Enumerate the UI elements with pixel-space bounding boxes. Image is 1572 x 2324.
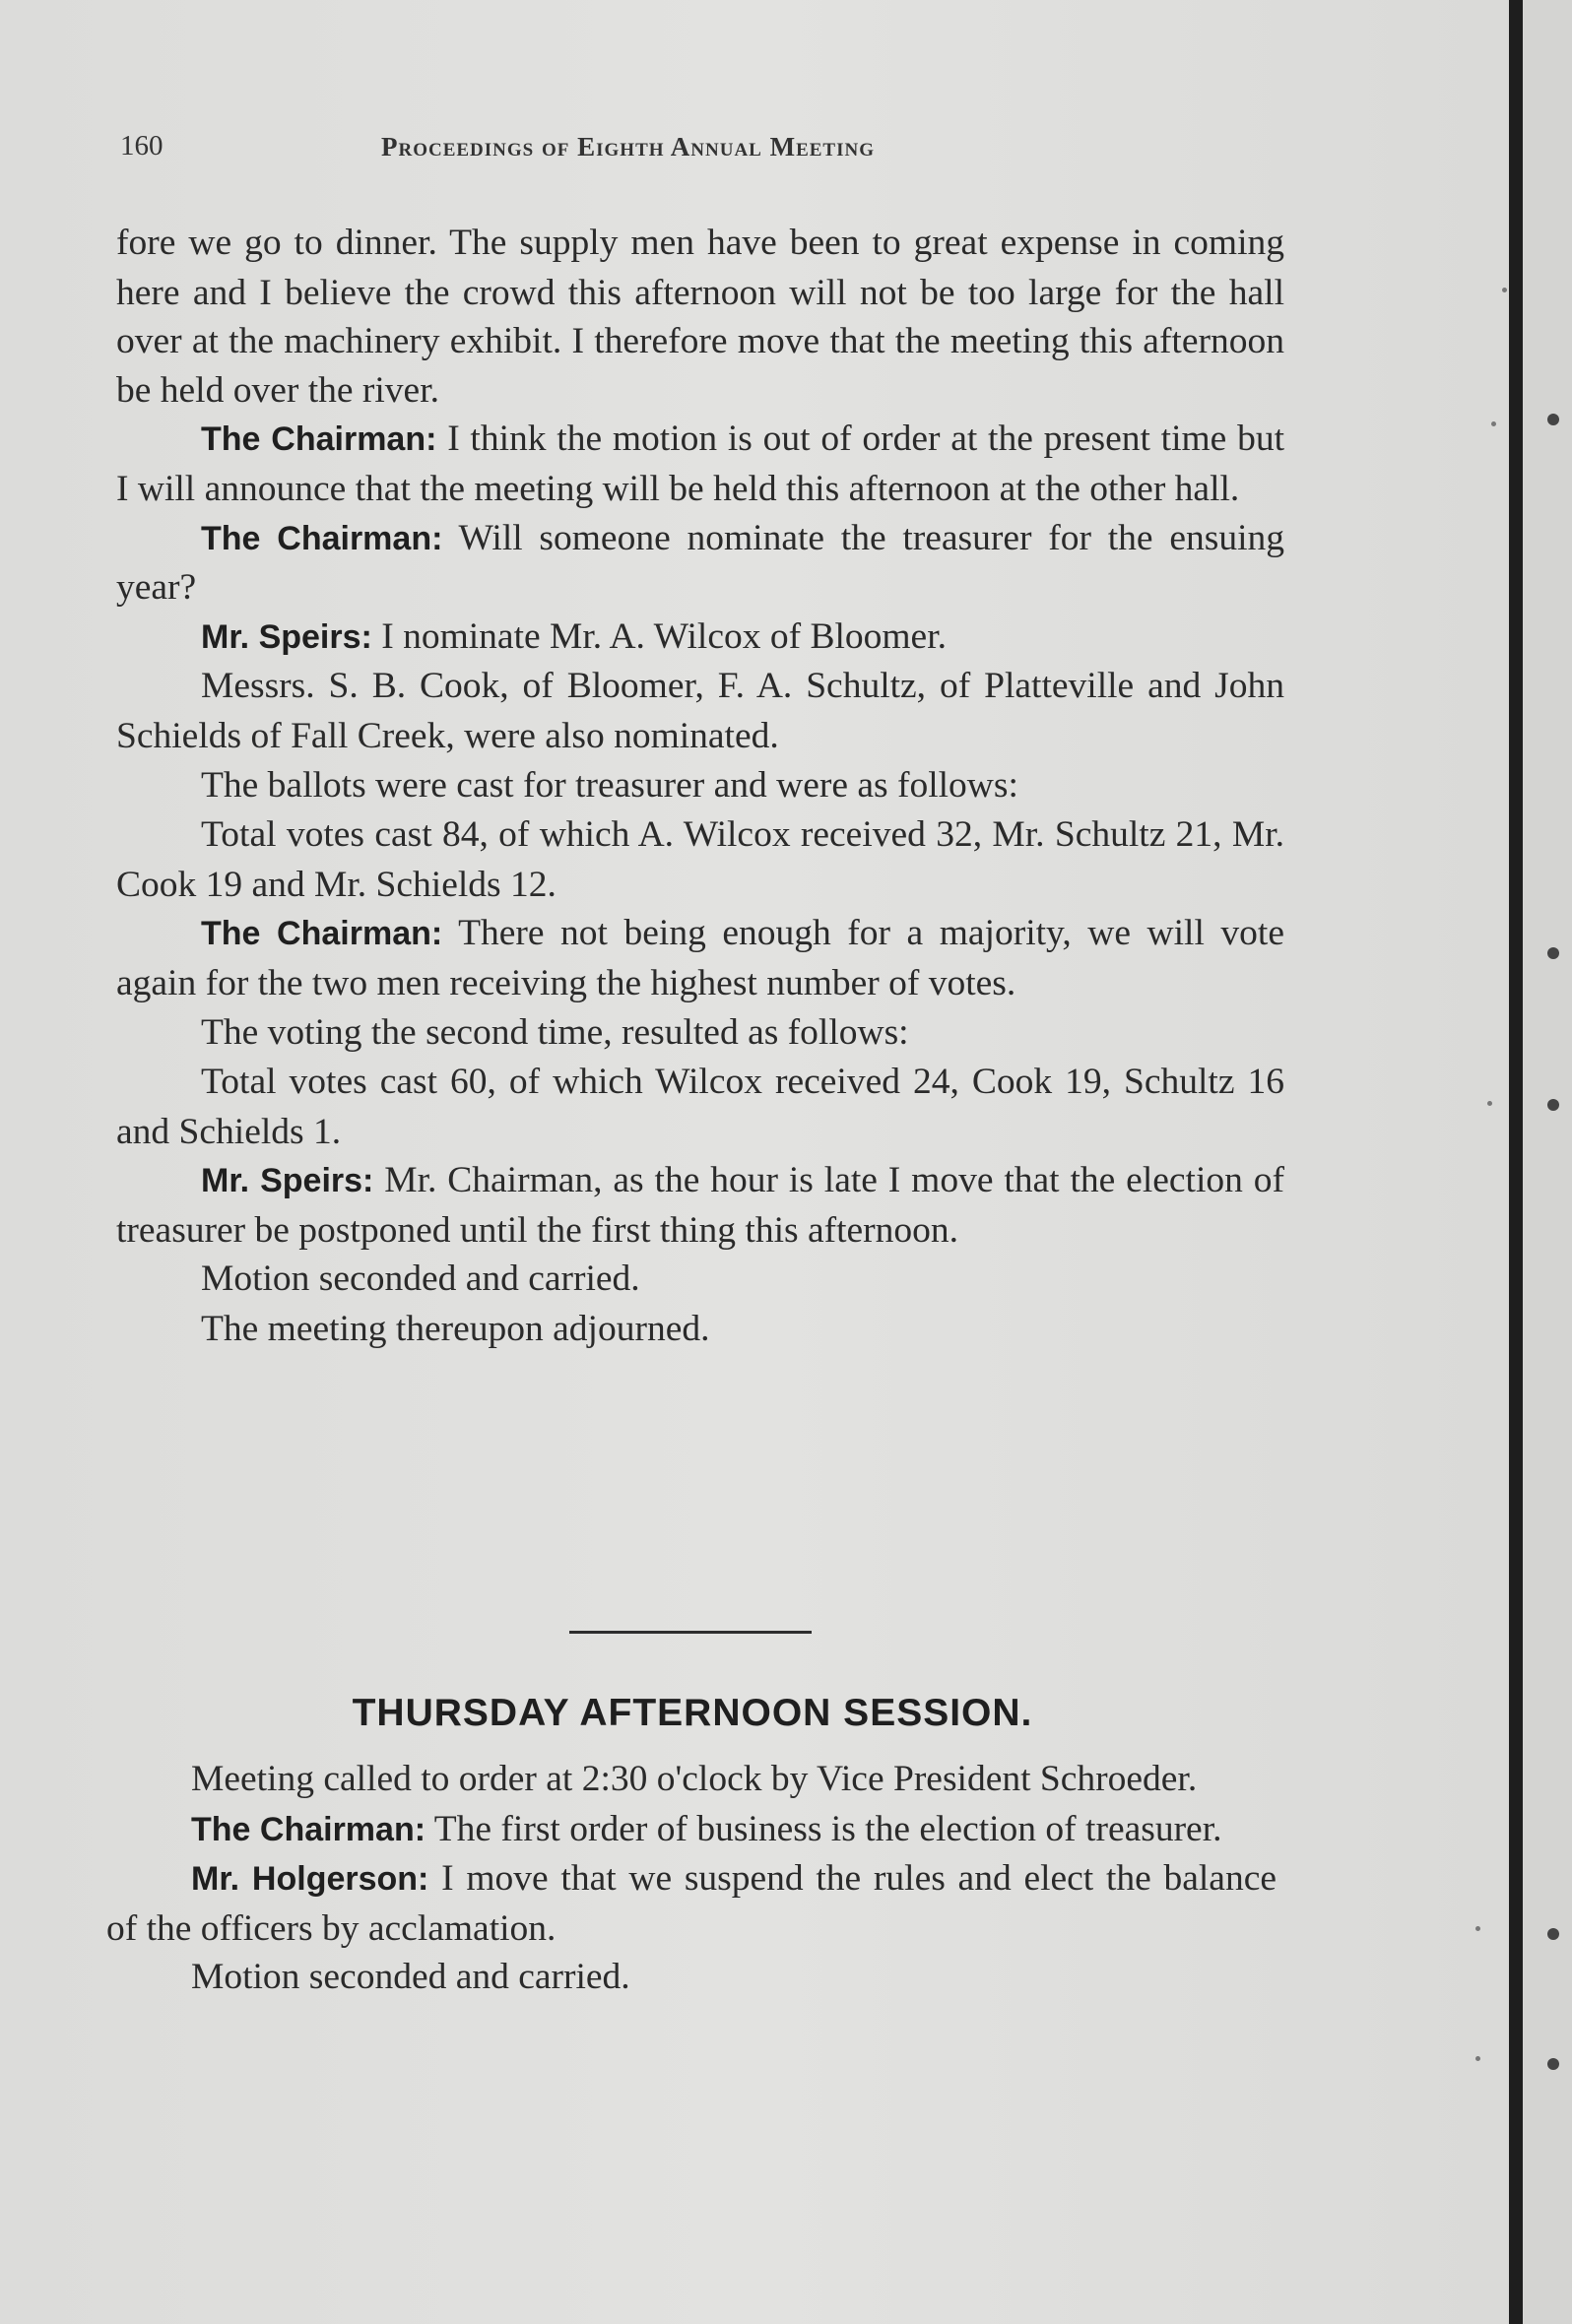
- paragraph: [116, 662, 1284, 760]
- paragraph: [106, 1805, 1277, 1855]
- speaker-label: Mr. Speirs:: [201, 1162, 374, 1200]
- paragraph-text: The first order of business is the election of treasurer.: [433, 1808, 1222, 1849]
- paragraph-text: The meeting thereupon adjourned.: [201, 1309, 710, 1350]
- paragraph-text: I nominate Mr. A. Wilcox of Bloomer.: [381, 615, 947, 657]
- paragraph-text: Total votes cast 60, of which Wilcox received 24, Cook 19, Schultz 16 and Schields 1.: [116, 1062, 1284, 1152]
- paragraph-text: The ballots were cast for treasurer and were as follows:: [201, 764, 1018, 806]
- paragraph: [116, 514, 1284, 613]
- paragraph-text: Motion seconded and carried.: [191, 1957, 630, 1998]
- proceedings-text: [116, 219, 1284, 1355]
- running-title: Proceedings of Eighth Annual Meeting: [381, 132, 876, 161]
- paragraph-text: Mr. Chairman, as the hour is late I move that the election of treasurer be postponed until the first thing this afternoon.: [116, 1160, 1284, 1251]
- section-divider: [569, 1631, 812, 1634]
- paragraph: [106, 1854, 1277, 1953]
- paragraph: [116, 1008, 1284, 1059]
- binding-mark: [1547, 947, 1559, 959]
- speaker-label: Mr. Speirs:: [201, 617, 372, 656]
- binding-dot: [1491, 421, 1496, 426]
- paragraph-text: Messrs. S. B. Cook, of Bloomer, F. A. Schultz, of Platteville and John Schields of Fall Creek, were also nominated.: [116, 666, 1284, 756]
- binding-mark: [1547, 1099, 1559, 1111]
- paragraph: [106, 1755, 1277, 1805]
- paragraph-text: Will someone nominate the treasurer for the ensuing year?: [116, 517, 1284, 609]
- paragraph: [116, 761, 1284, 811]
- paragraph: [116, 1058, 1284, 1156]
- binding-mark: [1547, 414, 1559, 425]
- paragraph: [106, 1953, 1277, 2003]
- paragraph: [116, 415, 1284, 513]
- binding-dot: [1475, 1926, 1480, 1931]
- running-head: [120, 130, 1056, 169]
- paragraph: [116, 1156, 1284, 1255]
- paragraph-text: fore we go to dinner. The supply men have been to great expense in coming here and I believe the crowd this afternoon will not be too large for the hall over at the machinery exhibit. I therefore move that the meeting this afternoon be held over the river.: [116, 223, 1284, 411]
- paragraph: [116, 1255, 1284, 1305]
- binding-dot: [1475, 2056, 1480, 2061]
- paragraph-text: Meeting called to order at 2:30 o'clock by Vice President Schroeder.: [191, 1759, 1198, 1799]
- paragraph: [116, 1305, 1284, 1355]
- speaker-label: Mr. Holgerson:: [191, 1860, 429, 1899]
- paragraph-text: Total votes cast 84, of which A. Wilcox received 32, Mr. Schultz 21, Mr. Cook 19 and Mr. Schields 12.: [116, 814, 1284, 905]
- paragraph-text: There not being enough for a majority, we will vote again for the two men receiving the highest number of votes.: [116, 913, 1284, 1003]
- paragraph-text: I move that we suspend the rules and elect the balance of the officers by acclamation.: [106, 1858, 1277, 1949]
- paragraph: [116, 909, 1284, 1007]
- section-heading: THURSDAY AFTERNOON SESSION.: [352, 1692, 1033, 1734]
- binding-mark: [1547, 2058, 1559, 2070]
- binding-mark: [1547, 1928, 1559, 1940]
- page-number: 160: [120, 130, 164, 161]
- speaker-label: The Chairman:: [191, 1810, 426, 1848]
- afternoon-session-text: [106, 1755, 1277, 2003]
- paragraph-text: Motion seconded and carried.: [201, 1259, 640, 1300]
- speaker-label: The Chairman:: [201, 519, 443, 557]
- binding-dot: [1502, 288, 1507, 292]
- paragraph: [116, 810, 1284, 909]
- paragraph-text: The voting the second time, resulted as follows:: [201, 1011, 909, 1053]
- speaker-label: The Chairman:: [201, 420, 437, 459]
- paragraph-text: I think the motion is out of order at the present time but I will announce that the meeting will be held this afternoon at the other hall.: [116, 419, 1284, 509]
- speaker-label: The Chairman:: [201, 915, 443, 953]
- book-spine-shadow: [1509, 0, 1523, 2324]
- paragraph: [116, 219, 1284, 415]
- binding-dot: [1487, 1101, 1492, 1106]
- paragraph: [116, 613, 1284, 663]
- facing-page-edge: [1523, 0, 1572, 2324]
